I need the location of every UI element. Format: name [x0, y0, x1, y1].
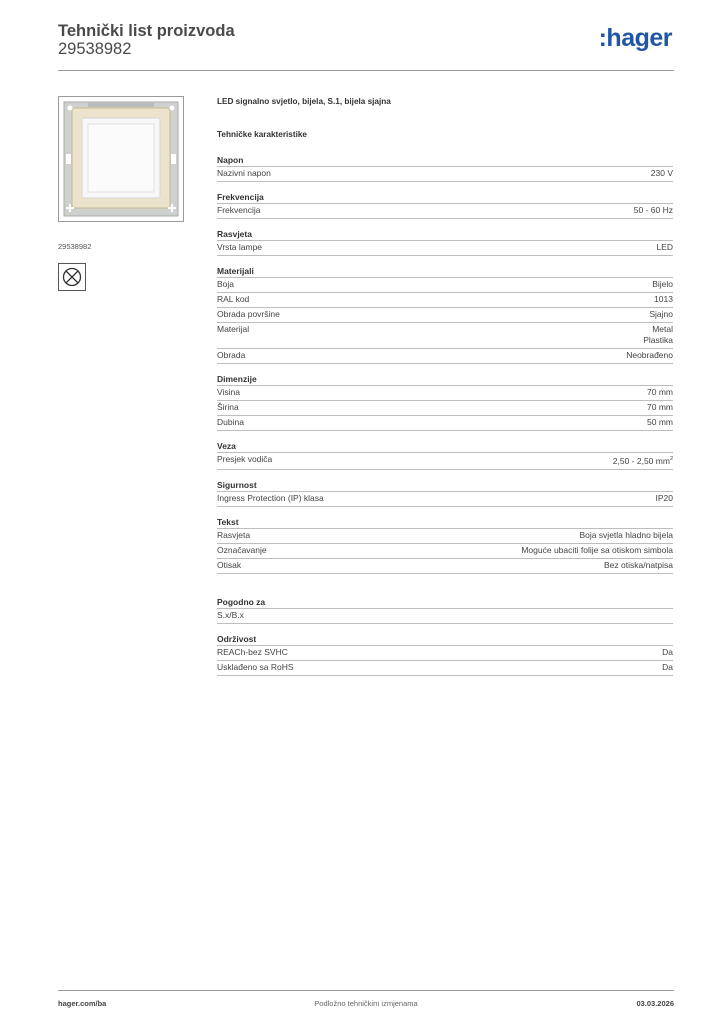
section-dimenzije: [217, 373, 673, 431]
footer-date: 03.03.2026: [636, 999, 674, 1008]
row-value: 230 V: [650, 168, 673, 178]
row-label: Boja: [217, 279, 235, 289]
document-title: Tehnički list proizvoda: [58, 22, 235, 40]
row-value: Bez otiska/natpisa: [604, 559, 673, 570]
row-label: Označavanje: [217, 544, 267, 555]
table-row: [217, 322, 673, 348]
characteristics-panel: [217, 96, 673, 676]
footer-website: hager.com/ba: [58, 999, 107, 1008]
section-title: Pogodno za: [217, 596, 266, 607]
section-rasvjeta: [217, 228, 673, 256]
table-row: [217, 608, 673, 624]
table-row: [217, 400, 673, 415]
product-title: LED signalno svjetlo, bijela, S.1, bijela sjajna: [217, 97, 391, 106]
image-caption: 29538982: [58, 242, 92, 251]
section-napon: [217, 154, 673, 182]
row-label: S.x/B.x: [217, 609, 244, 620]
row-value: 1013: [654, 294, 673, 304]
row-value: Da: [662, 661, 673, 672]
table-row: [217, 415, 673, 431]
row-label: Širina: [217, 402, 239, 412]
section-title: Materijali: [217, 266, 254, 276]
section-title: Napon: [217, 155, 244, 165]
row-value: Moguće ubaciti folije sa otiskom simbola: [521, 544, 673, 555]
table-row: [217, 645, 673, 660]
product-image: [58, 96, 184, 222]
row-value: 70 mm: [647, 402, 673, 412]
section-title: Rasvjeta: [217, 229, 252, 239]
row-value: Boja svjetla hladno bijela: [579, 529, 673, 540]
row-label: Vrsta lampe: [217, 242, 263, 252]
table-row: [217, 385, 673, 400]
table-row: [217, 277, 673, 292]
table-row: [217, 558, 673, 574]
page-header: [58, 20, 674, 71]
page-footer: [58, 990, 674, 1019]
footer-note: Podložno tehničkim izmjenama: [314, 999, 418, 1008]
row-value-with-unit: [613, 454, 673, 467]
section-tekst: [217, 516, 673, 574]
row-label: Presjek vodiča: [217, 454, 273, 464]
row-label: Materijal: [217, 324, 250, 334]
section-odrzivost: [217, 633, 673, 676]
lamp-symbol-icon: [58, 263, 86, 291]
section-veza: [217, 440, 673, 470]
section-sigurnost: [217, 479, 673, 507]
row-label: Visina: [217, 387, 240, 397]
row-label: Obrada površine: [217, 309, 280, 319]
article-number: 29538982: [58, 40, 132, 58]
row-label: Usklađeno sa RoHS: [217, 661, 294, 672]
section-title: Održivost: [217, 633, 257, 644]
section-title: Frekvencija: [217, 192, 264, 202]
table-row: [217, 660, 673, 676]
row-value: Neobrađeno: [626, 350, 673, 360]
characteristics-title: Tehničke karakteristike: [217, 130, 307, 139]
row-value: Bijelo: [652, 279, 673, 289]
section-title: Sigurnost: [217, 479, 257, 490]
row-label: Frekvencija: [217, 205, 261, 215]
row-value: Plastika: [643, 335, 673, 345]
hager-logo: :hager: [598, 24, 672, 52]
row-label: RAL kod: [217, 294, 250, 304]
table-row: [217, 528, 673, 543]
row-value-multiline: [643, 324, 673, 346]
row-value: 50 mm: [647, 417, 673, 427]
row-value: Metal: [652, 324, 673, 334]
section-pogodno-za: [217, 596, 673, 624]
row-value: Da: [662, 646, 673, 657]
row-label: Dubina: [217, 417, 244, 427]
table-row: [217, 491, 673, 507]
row-value: IP20: [655, 492, 673, 503]
table-row: [217, 203, 673, 219]
row-label: Rasvjeta: [217, 529, 251, 540]
row-label: Ingress Protection (IP) klasa: [217, 492, 324, 503]
row-label: Obrada: [217, 350, 246, 360]
row-value: Sjajno: [649, 309, 673, 319]
section-title: Dimenzije: [217, 374, 257, 384]
table-row: [217, 452, 673, 470]
unit-superscript: 2: [669, 456, 673, 462]
table-row: [217, 292, 673, 307]
row-label: Otisak: [217, 559, 242, 570]
table-row: [217, 240, 673, 256]
table-row: [217, 543, 673, 558]
row-value: 50 - 60 Hz: [633, 205, 673, 215]
section-title: Veza: [217, 441, 236, 451]
row-label: Nazivni napon: [217, 168, 271, 178]
row-value: 70 mm: [647, 387, 673, 397]
table-row: [217, 348, 673, 364]
section-frekvencija: [217, 191, 673, 219]
section-title: Tekst: [217, 516, 239, 527]
row-label: REACh-bez SVHC: [217, 646, 288, 657]
section-materijali: [217, 265, 673, 364]
table-row: [217, 307, 673, 322]
row-value: LED: [656, 242, 673, 252]
row-value: 2,50 - 2,50 mm: [612, 455, 670, 466]
table-row: [217, 166, 673, 182]
